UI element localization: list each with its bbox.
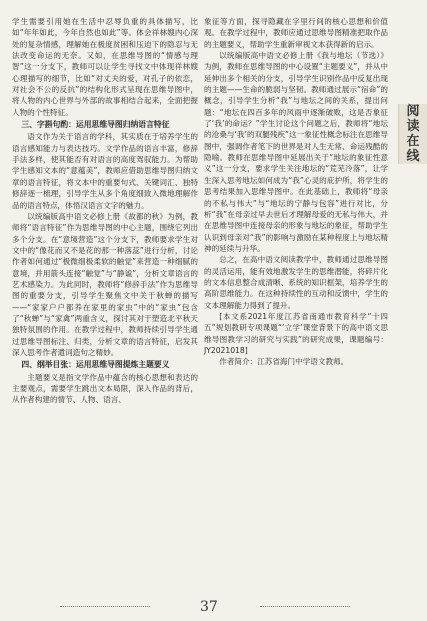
section-tab-char: 读 <box>406 119 420 134</box>
paragraph: 学生需要引用她在生活中忍辱负重的具体描写，比如“年年如此，今年自然也如此”等。体会祥林嫂内心深处的复杂情感，理解她在极度贫困和压迫下的隐忍与无法改变命运的无奈。又如，在思维导图的“情感与理智”这一分支下，教师可以让学生寻找文中体现祥林嫂心理描写的细节，比如“对丈夫的爱，对孔子的依恋，对社会不公的反抗”的结构化形式呈现在思维导图中，将人物的内心世界与外部的故事相结合起来，全面把握人物的个性特征。 <box>12 17 198 117</box>
section-tab-char: 线 <box>406 149 420 164</box>
author-bio: 作者简介：江苏省海门中学语文教师。 <box>219 357 349 367</box>
paragraph: 以统编版高中语文必修上册《故都的秋》为例，教师将“语言特征”作为思维导图的中心主题，围绕它列出多个分支。在“意境营造”这个分支下，教师要求学生对文中的“像花而又不是花的那一种落蕊”进行分析，讨论作者如何通过“极微细极柔软的触觉”来营造一种细腻的意境，并用箭头连接“触觉”与“静谧”，分析文章语言的艺术感染力。为此同时，教师将“修辞手法”作为思维导图的重要分支，引导学生聚焦文中关于秋蝉的描写——“家家户户都养在家里的家虫”中的“家虫”包含了“秋蝉”与“家禽”两重含义，探讨其对于塑造北平秋天独特氛围的作用。在教学过程中，教师持续引导学生通过思维导图标注、归类，分析文章的语言特征，启发其深入思考作者遣词造句之精妙。 <box>12 211 198 357</box>
section-tab <box>398 104 427 164</box>
section-heading: 三、字斟句酌：运用思维导图归纳语言特征 <box>21 120 170 130</box>
paragraph: 主题要义是指文学作品中蕴含的核心思想和表达的主要观点，需要学生跳出文本局限，深入作品的背后，从作者构建的情节、人物、语言、 <box>12 372 198 405</box>
left-column <box>12 16 198 406</box>
page-number: 37 <box>200 599 218 615</box>
funding-note: [本文系2021年度江苏省南通市教育科学“十四五”规划教研专项课题“‘立学’课堂背景下的高中语文思维导图教学习的研究与实践”的研究成果，课题编号：JY2021018] <box>204 311 388 355</box>
right-column <box>204 16 388 368</box>
section-tab-char: 在 <box>406 134 420 149</box>
section-tab-char: 阅 <box>406 104 420 119</box>
paragraph: 以统编版高中语文必修上册《我与地坛（节选）》为例，教师在思维导图的中心设置“主题要义”，并从中延伸出多个相关的分支，引导学生识别作品中反复出现的主题——生命的脆弱与坚韧。教师通过展示“宿命”的概念，引导学生分析“我”与地坛之间的关系，提出问题：“地坛在四百多年的风雨中逐渐破败，这是否象征了‘我’的命运？”学生讨论这个问题之后，教师将“地坛的沧桑与‘我’的双腿残疾”这一象征性概念标注在思维导图中，强调作者笔下的世界是对人生无常、命运残酷的隐喻。教师在思维导图中延展出关于“地坛的象征性意义”这一分支，要求学生关注地坛的“荒芜冷落”，让学生深入思考地坛如何成为“我”心灵的庇护所，将学生的思考结果加入思维导图中。在此基础上，教师将“母亲的不私与伟大”与“地坛的宁静与包容”进行对比，分析“我”在母亲过早去世后才理解母爱的无私与伟大，并在思维导图中连接母亲的形象与地坛的象征，帮助学生认识到母亲对“我”的影响与激励在某种程度上与地坛精神的延续与升华。 <box>204 51 388 253</box>
divider <box>60 606 150 607</box>
section-heading: 四、纲举目张：运用思维导图提炼主题要义 <box>21 360 170 370</box>
paragraph: 总之，在高中语文阅读教学中，教师通过思维导图的灵活运用，能有效地激发学生的思维潜能，将碎片化的文本信息整合成清晰、系统的知识框架，培养学生的高阶思维能力。在这种持续性的互动和反馈中，学生的文本理解能力得到了提升。 <box>204 255 388 310</box>
divider <box>260 606 350 607</box>
paragraph: 象征等方面，探寻隐藏在字里行间的核心思想和价值观。在教学过程中，教师应通过思维导图精准把取作品的主题要义，帮助学生重新审视文本获得新的启示。 <box>204 17 388 49</box>
paragraph: 语文作为关于语言的学科，其实质在于培养学生的语言感知能力与表达技巧。文学作品的语言丰富，修辞手法多样，使其能否有对语言的高度驾驭能力。为帮助学生感知文本的“意蕴美”，教师应借助思维导图归纳文章的语言特征，将文本中的重要句式、关键词汇、独特修辞逐一梳理，引导学生从多个角度细致入微地理解作品的语言特点，体悟汉语言文字的魅力。 <box>12 132 198 210</box>
